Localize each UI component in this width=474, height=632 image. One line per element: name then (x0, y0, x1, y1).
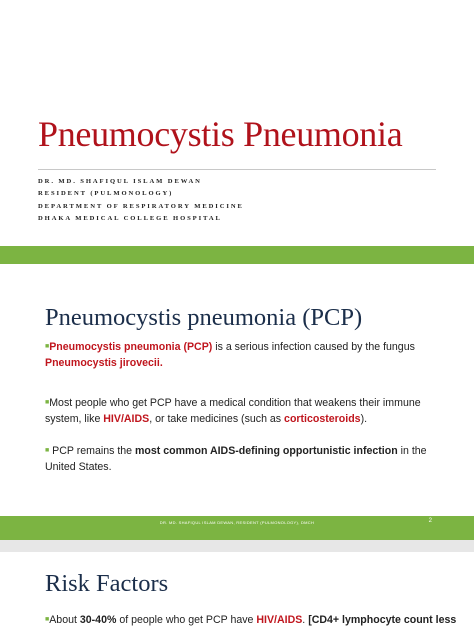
bullet-paragraph-1 (45, 612, 474, 629)
risk-factors-slide (0, 552, 474, 632)
paragraph-text: ). (360, 412, 368, 425)
author-block (38, 176, 244, 226)
steroid-term: corticosteroids (284, 412, 361, 425)
title-slide (0, 0, 474, 246)
bullet-paragraph-1 (45, 339, 445, 371)
page-number: 2 (428, 518, 432, 524)
slide-heading: Pneumocystis pneumonia (PCP) (45, 304, 363, 331)
author-institution: DHAKA MEDICAL COLLEGE HOSPITAL (38, 215, 222, 223)
paragraph-text: in the United States. (45, 445, 427, 473)
paragraph-text: , or take medicines (such as (149, 412, 285, 425)
paragraph-text: About (49, 614, 80, 626)
slide-bottom-bar (0, 246, 474, 264)
cd4-text: [CD4+ lymphocyte count less (308, 614, 457, 626)
bullet-paragraph-2 (45, 395, 445, 427)
organism-name: Pneumocystis jirovecii. (45, 356, 163, 369)
pcp-slide (0, 264, 474, 540)
paragraph-text: Most people who get PCP have a medical condition that weakens their immune system, like (45, 397, 421, 425)
pcp-term: Pneumocystis pneumonia (PCP) (49, 341, 213, 353)
paragraph-text: of people who get PCP have (116, 614, 257, 626)
paragraph-text: PCP remains the (49, 445, 136, 457)
slide-footer-text: DR. MD. SHAFIQUL ISLAM DEWAN, RESIDENT (PULMONOLOGY), DMCH (159, 520, 315, 525)
bullet-icon: ■ (45, 343, 50, 350)
slide-title: Pneumocystis Pneumonia (38, 114, 403, 154)
paragraph-text: is a serious infection caused by the fungus (212, 341, 415, 353)
paragraph-text: . (302, 614, 309, 626)
bullet-paragraph-3 (45, 443, 445, 475)
author-name: DR. MD. SHAFIQUL ISLAM DEWAN (38, 178, 202, 185)
divider (38, 169, 436, 170)
bullet-icon: ■ (45, 447, 50, 454)
hiv-term: HIV/AIDS (256, 614, 303, 626)
bold-emphasis: most common AIDS-defining opportunistic infection (135, 445, 398, 457)
percent-value: 30-40% (79, 614, 117, 626)
author-position: RESIDENT (PULMONOLOGY) (38, 190, 174, 198)
bullet-icon: ■ (45, 399, 50, 406)
bullet-icon: ■ (45, 616, 50, 623)
slide-gap (0, 540, 474, 552)
slide-heading: Risk Factors (45, 570, 169, 597)
author-department: DEPARTMENT OF RESPIRATORY MEDICINE (38, 202, 244, 210)
hiv-term: HIV/AIDS (103, 412, 150, 425)
